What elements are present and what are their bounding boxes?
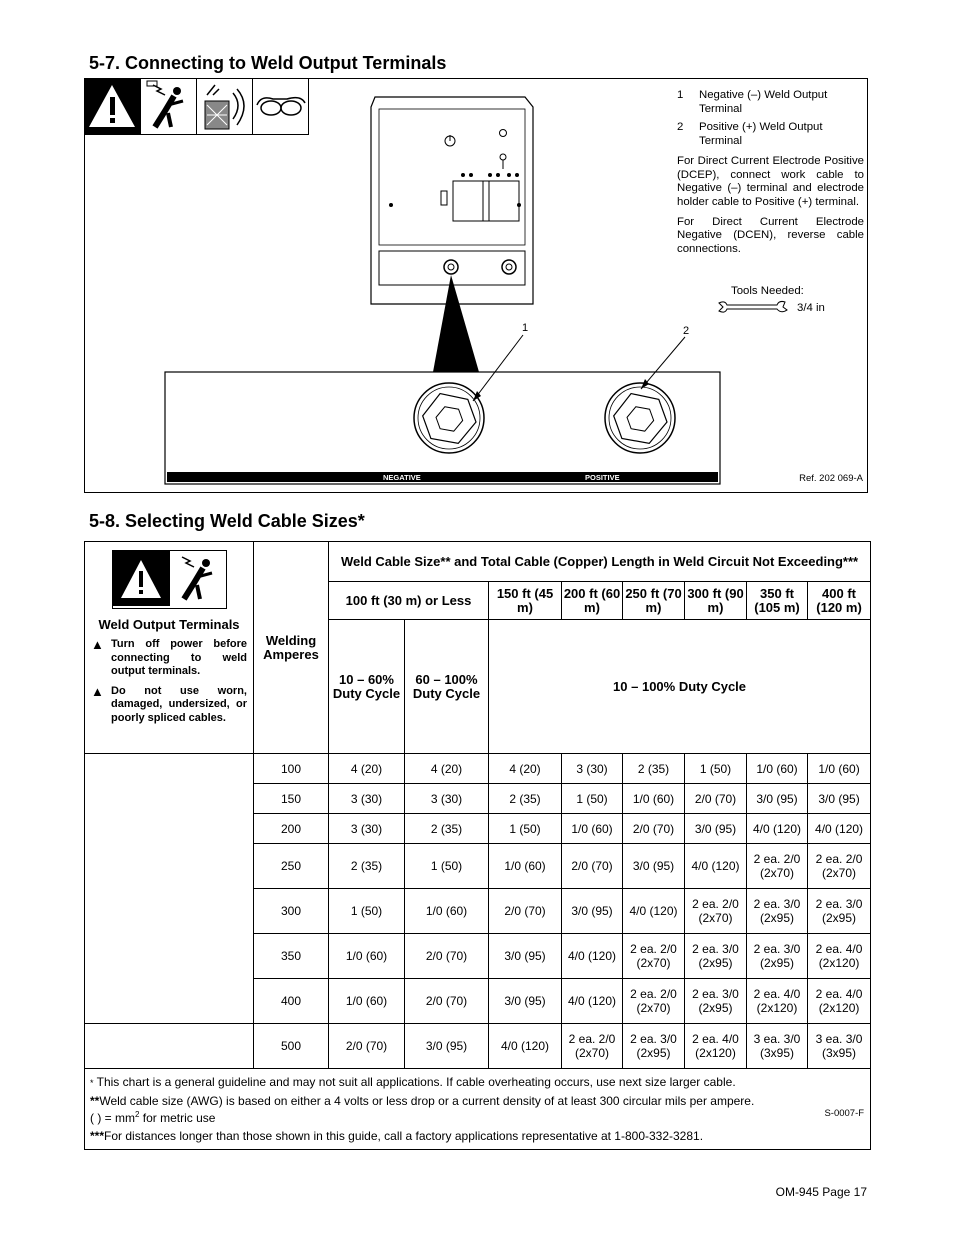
cable-size-cell: 2/0 (70) bbox=[489, 889, 562, 934]
cable-size-table bbox=[84, 541, 871, 1150]
cable-size-cell: 3 (30) bbox=[329, 814, 405, 844]
note-text: Negative (–) Weld Output Terminal bbox=[699, 89, 828, 115]
footnote-1: * This chart is a general guideline and may not suit all applications. If cable overheating occurs, use next size larger cable. bbox=[90, 1075, 736, 1089]
warning-item: ▲ Turn off power before connecting to weld output terminals. bbox=[91, 637, 247, 677]
cable-size-cell: 2 ea. 3/0 (2x95) bbox=[623, 1024, 685, 1069]
callout-2: 2 bbox=[683, 325, 690, 337]
cable-size-cell: 2 ea. 2/0 (2x70) bbox=[623, 979, 685, 1024]
table-row bbox=[85, 1024, 871, 1069]
table-reference: S-0007-F bbox=[824, 1108, 865, 1119]
cable-size-cell: 1/0 (60) bbox=[405, 889, 489, 934]
length-header: 300 ft (90 m) bbox=[685, 582, 747, 620]
cable-size-cell: 2 ea. 3/0 (2x95) bbox=[747, 934, 808, 979]
cable-size-cell: 2 (35) bbox=[405, 814, 489, 844]
blank-side-cell bbox=[85, 754, 254, 1024]
amperes-cell: 300 bbox=[254, 889, 329, 934]
cable-size-cell: 2/0 (70) bbox=[329, 1024, 405, 1069]
note-item: 2 Positive (+) Weld Output Terminal bbox=[677, 121, 864, 148]
cable-size-cell: 4/0 (120) bbox=[562, 934, 623, 979]
cable-size-cell: 3/0 (95) bbox=[623, 844, 685, 889]
cable-size-cell: 3/0 (95) bbox=[405, 1024, 489, 1069]
note-text: Positive (+) Weld Output Terminal bbox=[699, 121, 823, 148]
amperes-cell: 150 bbox=[254, 784, 329, 814]
cable-size-cell: 2 ea. 2/0 (2x70) bbox=[808, 844, 871, 889]
cable-size-cell: 4 (20) bbox=[329, 754, 405, 784]
cable-size-cell: 2 (35) bbox=[623, 754, 685, 784]
hazard-symbols bbox=[112, 550, 227, 609]
cable-size-cell: 2/0 (70) bbox=[405, 934, 489, 979]
page-number: OM-945 Page 17 bbox=[775, 1185, 867, 1199]
cable-size-cell: 3 (30) bbox=[329, 784, 405, 814]
cable-size-cell: 4 (20) bbox=[489, 754, 562, 784]
dcen-paragraph: For Direct Current Electrode Negative (DCEN), reverse cable connections. bbox=[677, 215, 864, 256]
section-title-connecting-terminals: 5-7. Connecting to Weld Output Terminals bbox=[89, 53, 447, 73]
warning-bullet-icon: ▲ bbox=[91, 637, 104, 652]
table-footnotes bbox=[85, 1069, 871, 1150]
footnote-2: **Weld cable size (AWG) is based on either a 4 volts or less drop or a current density of at least 300 circular mils per ampere. ( ) = $mm^2$ for metric use bbox=[90, 1094, 755, 1125]
cable-size-cell: 4/0 (120) bbox=[808, 814, 871, 844]
cable-size-cell: 2 ea. 3/0 (2x95) bbox=[747, 889, 808, 934]
cable-size-cell: 1 (50) bbox=[489, 814, 562, 844]
cable-size-cell: 2/0 (70) bbox=[405, 979, 489, 1024]
positive-label: POSITIVE bbox=[585, 473, 620, 482]
table-row bbox=[85, 754, 871, 784]
welder-front-panel-figure bbox=[85, 79, 690, 492]
amperes-cell: 200 bbox=[254, 814, 329, 844]
warning-triangle-icon bbox=[113, 551, 169, 606]
cable-size-cell: 1 (50) bbox=[562, 784, 623, 814]
cable-length-main-header: Weld Cable Size** and Total Cable (Copper) Length in Weld Circuit Not Exceeding*** bbox=[329, 542, 871, 582]
cable-size-cell: 2 ea. 4/0 (2x120) bbox=[685, 1024, 747, 1069]
cable-size-cell: 2 ea. 3/0 (2x95) bbox=[685, 979, 747, 1024]
cable-size-cell: 2 ea. 2/0 (2x70) bbox=[747, 844, 808, 889]
cable-size-cell: 2/0 (70) bbox=[562, 844, 623, 889]
cable-size-cell: 3 (30) bbox=[405, 784, 489, 814]
tool-size: 3/4 in bbox=[797, 302, 825, 314]
cable-size-cell: 2 ea. 4/0 (2x120) bbox=[808, 979, 871, 1024]
length-header: 100 ft (30 m) or Less bbox=[329, 582, 489, 620]
negative-label: NEGATIVE bbox=[383, 473, 421, 482]
cable-size-cell: 2/0 (70) bbox=[623, 814, 685, 844]
dcep-paragraph: For Direct Current Electrode Positive (DCEP), connect work cable to Negative (–) terminal and electrode holder cable to Positive (+) terminal. bbox=[677, 154, 864, 208]
cable-size-cell: 1/0 (60) bbox=[623, 784, 685, 814]
cable-size-cell: 3/0 (95) bbox=[489, 979, 562, 1024]
cable-size-cell: 1/0 (60) bbox=[747, 754, 808, 784]
cable-size-cell: 2/0 (70) bbox=[685, 784, 747, 814]
cable-size-cell: 2 ea. 3/0 (2x95) bbox=[808, 889, 871, 934]
cable-size-cell: 4/0 (120) bbox=[489, 1024, 562, 1069]
cable-size-cell: 3/0 (95) bbox=[562, 889, 623, 934]
length-header: 200 ft (60 m) bbox=[562, 582, 623, 620]
warning-bullet-icon: ▲ bbox=[91, 683, 104, 699]
wrench-icon bbox=[717, 300, 789, 314]
section-title-cable-sizes: 5-8. Selecting Weld Cable Sizes* bbox=[89, 511, 365, 531]
length-header: 400 ft (120 m) bbox=[808, 582, 871, 620]
cable-size-cell: 2 ea. 4/0 (2x120) bbox=[747, 979, 808, 1024]
cable-size-cell: 1/0 (60) bbox=[329, 934, 405, 979]
length-header: 350 ft (105 m) bbox=[747, 582, 808, 620]
blank-side-cell bbox=[85, 1024, 254, 1069]
cable-size-cell: 1 (50) bbox=[405, 844, 489, 889]
connection-figure-box bbox=[84, 78, 868, 493]
cable-size-cell: 2 ea. 2/0 (2x70) bbox=[685, 889, 747, 934]
cable-size-cell: 1/0 (60) bbox=[329, 979, 405, 1024]
cable-size-cell: 3/0 (95) bbox=[489, 934, 562, 979]
cable-size-cell: 2 ea. 3/0 (2x95) bbox=[685, 934, 747, 979]
footnote-3: ***For distances longer than those shown in this guide, call a factory applications representative at 1-800-332-3281. bbox=[90, 1129, 704, 1143]
cable-size-cell: 3 (30) bbox=[562, 754, 623, 784]
cable-size-cell: 1/0 (60) bbox=[489, 844, 562, 889]
duty-cycle-header: 60 – 100% Duty Cycle bbox=[405, 620, 489, 754]
cable-size-cell: 4 (20) bbox=[405, 754, 489, 784]
amperes-cell: 350 bbox=[254, 934, 329, 979]
cable-size-cell: 4/0 (120) bbox=[747, 814, 808, 844]
callout-1: 1 bbox=[522, 322, 529, 334]
duty-cycle-header: 10 – 60% Duty Cycle bbox=[329, 620, 405, 754]
figure-reference: Ref. 202 069-A bbox=[799, 473, 863, 484]
warning-item: ▲ Do not use worn, damaged, undersized, or poorly spliced cables. bbox=[91, 683, 247, 724]
duty-cycle-header: 10 – 100% Duty Cycle bbox=[489, 620, 871, 754]
tools-needed-label: Tools Needed: bbox=[731, 285, 804, 297]
weld-terminal-warning-cell bbox=[85, 542, 254, 754]
amperes-cell: 400 bbox=[254, 979, 329, 1024]
cable-size-cell: 3/0 (95) bbox=[685, 814, 747, 844]
cable-size-cell: 3 ea. 3/0 (3x95) bbox=[747, 1024, 808, 1069]
cable-size-cell: 3 ea. 3/0 (3x95) bbox=[808, 1024, 871, 1069]
cable-size-cell: 2 (35) bbox=[329, 844, 405, 889]
cable-size-cell: 3/0 (95) bbox=[747, 784, 808, 814]
cable-size-cell: 1/0 (60) bbox=[808, 754, 871, 784]
cable-size-cell: 1/0 (60) bbox=[562, 814, 623, 844]
cable-size-cell: 4/0 (120) bbox=[562, 979, 623, 1024]
cable-size-cell: 1 (50) bbox=[329, 889, 405, 934]
weld-output-terminals-title: Weld Output Terminals bbox=[98, 617, 240, 632]
cable-size-cell: 1 (50) bbox=[685, 754, 747, 784]
amperes-cell: 500 bbox=[254, 1024, 329, 1069]
cable-size-cell: 2 ea. 2/0 (2x70) bbox=[562, 1024, 623, 1069]
welding-amperes-header: Welding Amperes bbox=[254, 542, 329, 754]
length-header: 250 ft (70 m) bbox=[623, 582, 685, 620]
length-header: 150 ft (45 m) bbox=[489, 582, 562, 620]
cable-size-cell: 2 ea. 4/0 (2x120) bbox=[808, 934, 871, 979]
cable-size-cell: 2 ea. 2/0 (2x70) bbox=[623, 934, 685, 979]
cable-size-cell: 2 (35) bbox=[489, 784, 562, 814]
note-item: 1 Negative (–) Weld Output Terminal bbox=[677, 89, 864, 116]
cable-size-cell: 4/0 (120) bbox=[685, 844, 747, 889]
cable-size-cell: 3/0 (95) bbox=[808, 784, 871, 814]
amperes-cell: 100 bbox=[254, 754, 329, 784]
amperes-cell: 250 bbox=[254, 844, 329, 889]
electric-shock-icon bbox=[169, 551, 226, 606]
figure-notes bbox=[677, 89, 864, 257]
cable-size-cell: 4/0 (120) bbox=[623, 889, 685, 934]
